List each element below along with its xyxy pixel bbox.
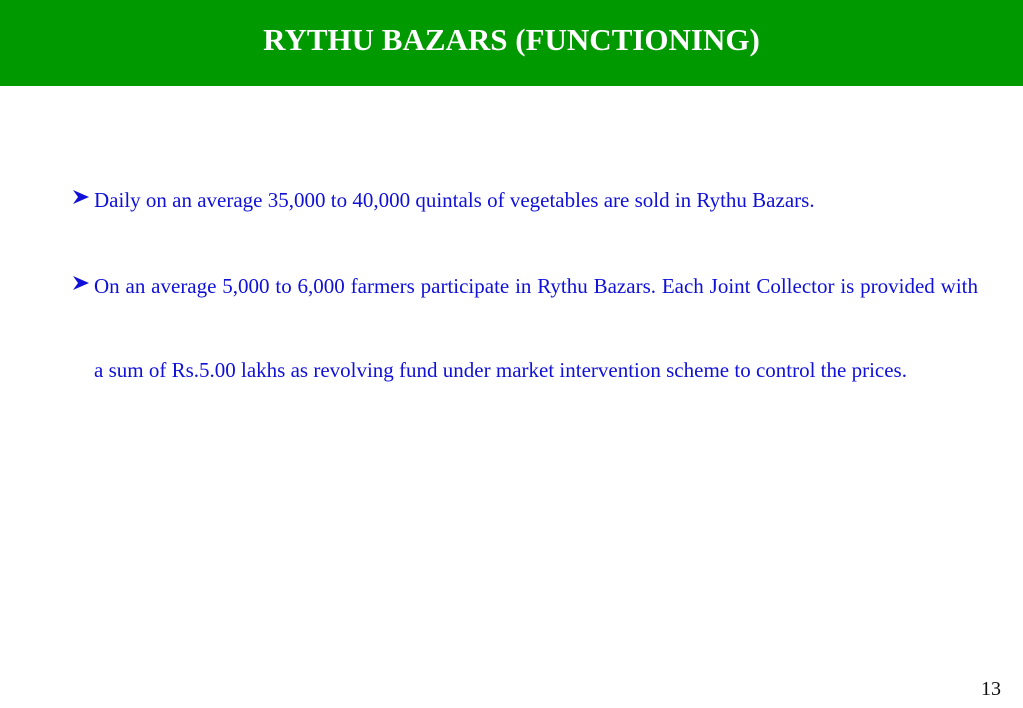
arrowhead-bullet-icon	[72, 188, 90, 206]
bullet-item	[70, 244, 978, 412]
slide-title: RYTHU BAZARS (FUNCTIONING)	[263, 22, 760, 57]
arrowhead-bullet-icon	[72, 274, 90, 292]
bullet-list	[70, 158, 978, 414]
bullet-item	[70, 158, 978, 242]
page-number: 13	[981, 678, 1001, 700]
bullet-text: On an average 5,000 to 6,000 farmers participate in Rythu Bazars. Each Joint Collector is provided with a sum of Rs.5.00 lakhs as revolving fund under market intervention scheme to control the prices.	[94, 274, 978, 382]
title-bar	[0, 0, 1023, 86]
bullet-text: Daily on an average 35,000 to 40,000 quintals of vegetables are sold in Rythu Bazars.	[94, 188, 815, 212]
